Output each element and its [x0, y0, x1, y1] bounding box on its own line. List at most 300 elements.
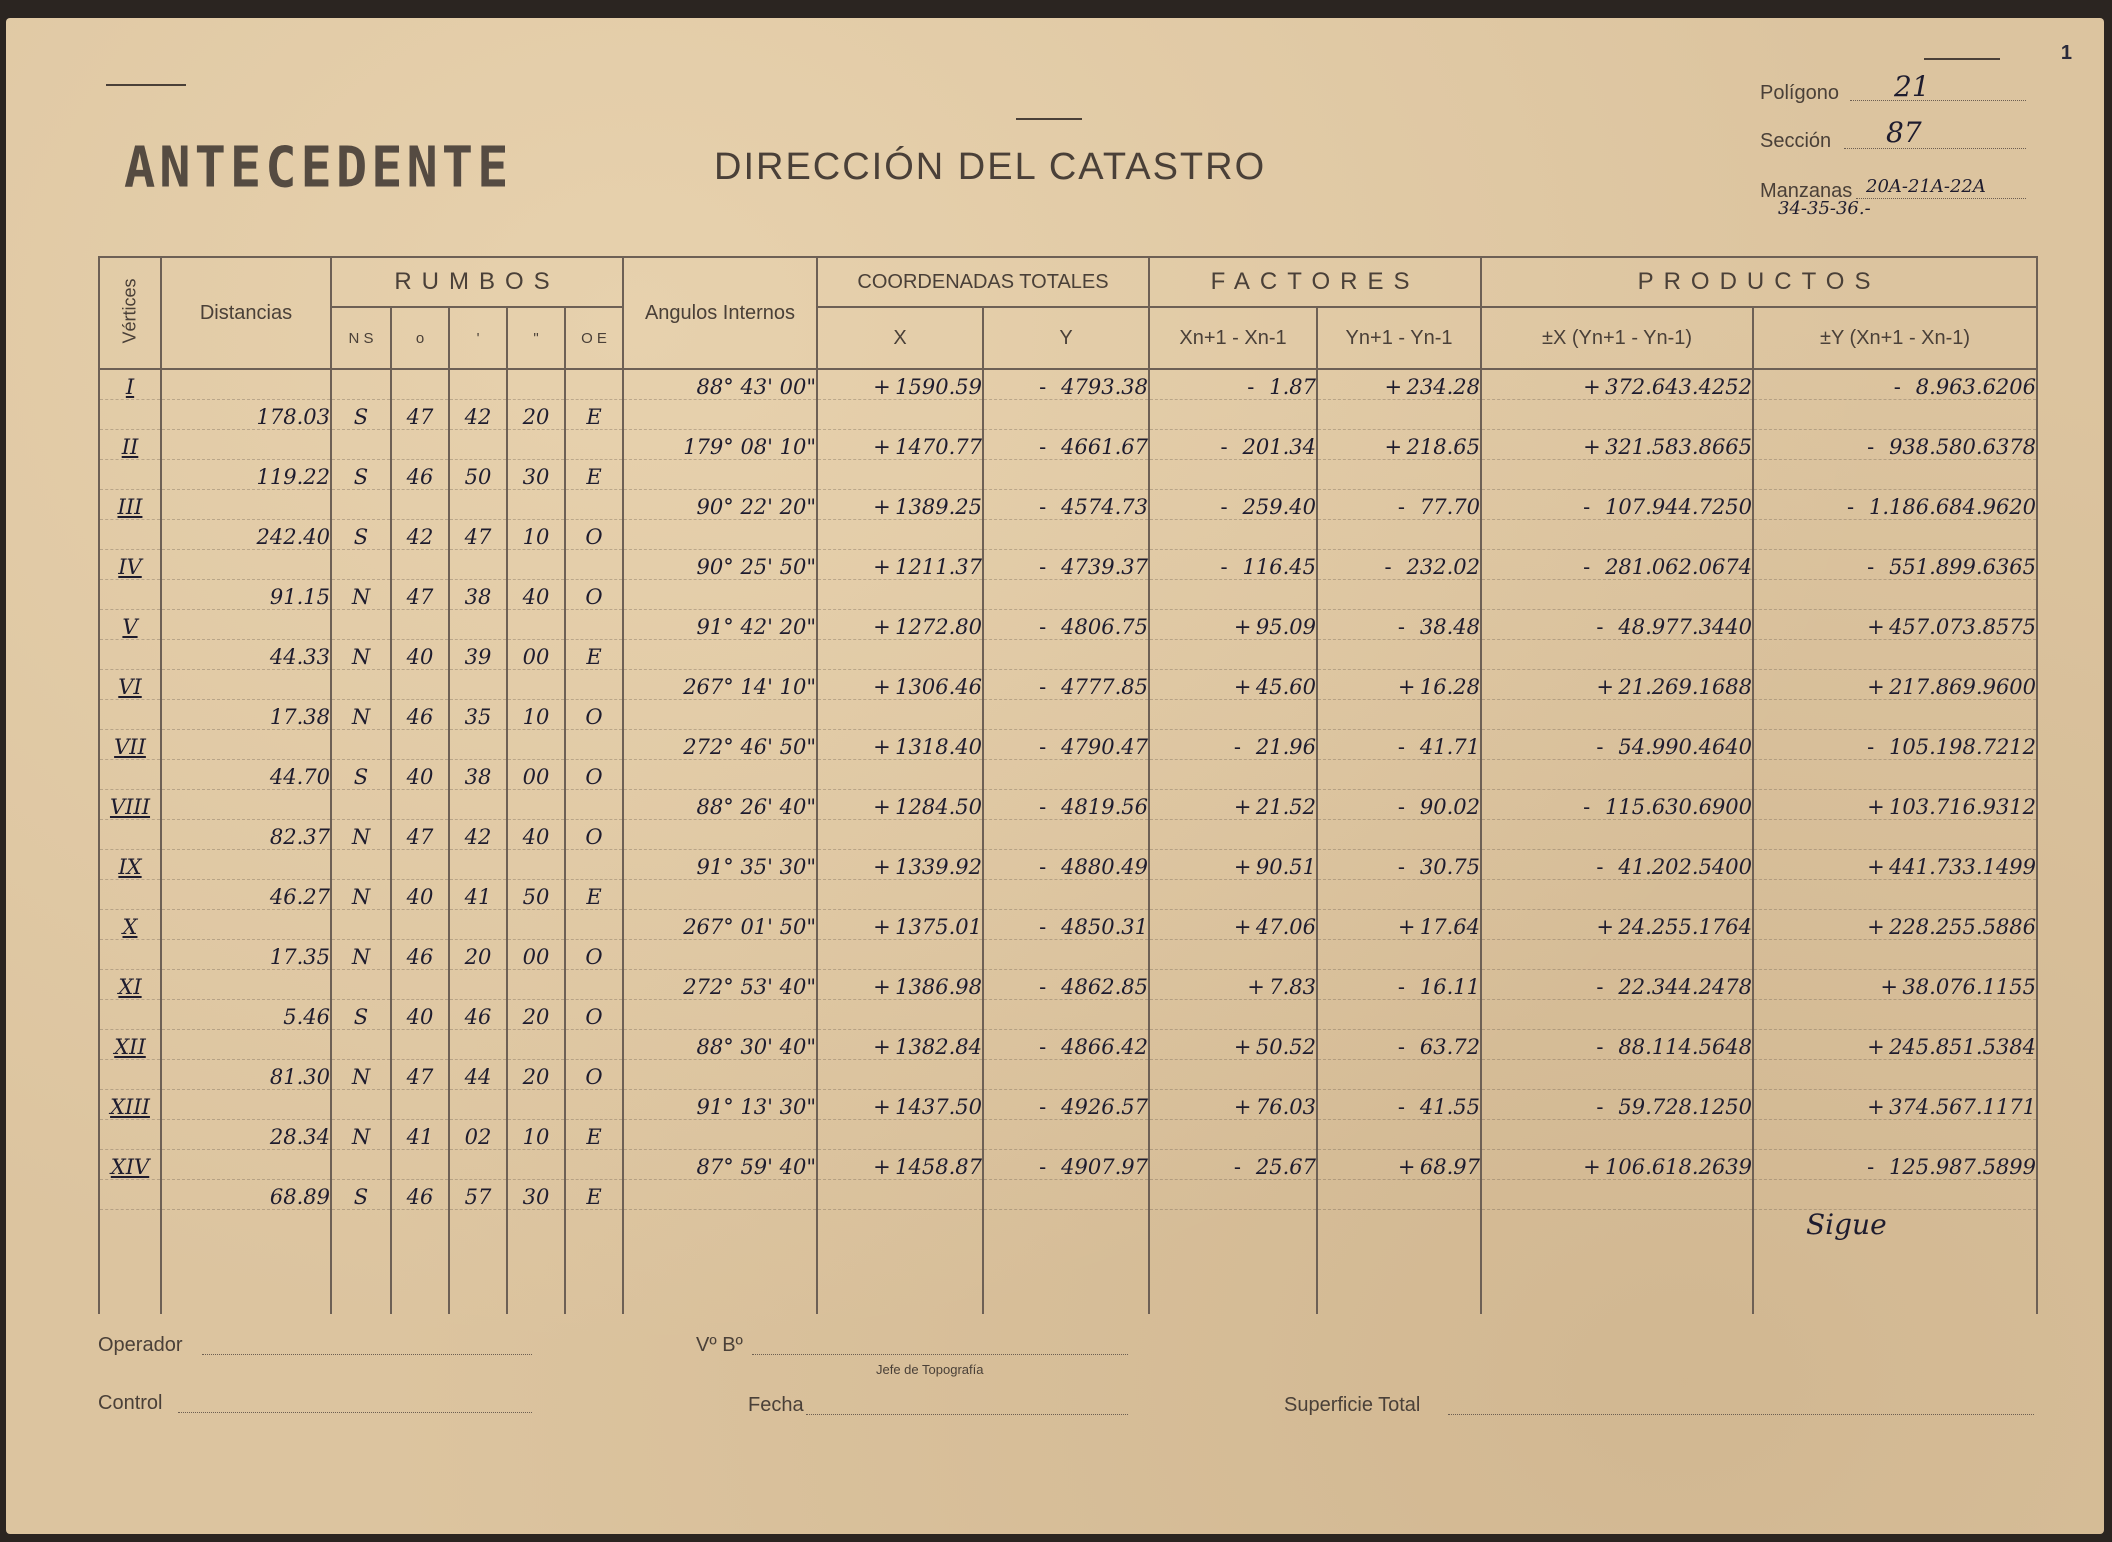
value-text: 90.51	[1255, 855, 1317, 879]
py-cell	[1753, 850, 2037, 880]
bearing-deg-cell: 47	[391, 580, 449, 610]
empty-cell	[1317, 700, 1481, 730]
side-row	[99, 1120, 2037, 1150]
bearing-deg-cell: 46	[391, 940, 449, 970]
empty-cell	[623, 1210, 817, 1315]
empty-cell	[565, 850, 623, 880]
vertices-header: Vértices	[99, 257, 161, 369]
vertex-label: X	[99, 910, 161, 940]
empty-cell	[161, 1090, 331, 1120]
dash-mark	[1924, 58, 2000, 60]
empty-cell	[623, 1060, 817, 1090]
value-text: 54.990.4640	[1618, 735, 1753, 759]
empty-cell	[391, 610, 449, 640]
empty-cell	[449, 610, 507, 640]
py-cell	[1753, 790, 2037, 820]
sign-mark: -	[1596, 735, 1604, 759]
side-row	[99, 1180, 2037, 1210]
empty-cell	[817, 700, 983, 730]
sign-mark: -	[1596, 855, 1604, 879]
vertex-row	[99, 550, 2037, 580]
empty-cell	[391, 790, 449, 820]
fy-cell	[1317, 490, 1481, 520]
fy-cell	[1317, 1090, 1481, 1120]
empty-cell	[391, 490, 449, 520]
angle-cell: 267° 01' 50"	[623, 910, 817, 940]
empty-cell	[1753, 640, 2037, 670]
empty-cell	[983, 1210, 1149, 1315]
empty-cell	[507, 1210, 565, 1315]
x-cell	[817, 610, 983, 640]
vertex-row	[99, 790, 2037, 820]
value-text: 1318.40	[895, 735, 982, 759]
empty-cell	[1481, 1060, 1753, 1090]
bearing-ns-cell: S	[331, 460, 391, 490]
bearing-sec-cell: 00	[507, 640, 565, 670]
sign-mark: +	[1867, 1095, 1885, 1119]
vertex-label: VII	[99, 730, 161, 760]
sign-mark: -	[1039, 375, 1047, 399]
fecha-field[interactable]	[806, 1414, 1128, 1415]
vertex-label: XIII	[99, 1090, 161, 1120]
angle-cell: 88° 26' 40"	[623, 790, 817, 820]
empty-cell	[99, 700, 161, 730]
value-text: 4790.47	[1061, 735, 1149, 759]
poligono-line	[1850, 98, 2026, 101]
fx-cell	[1149, 1150, 1317, 1180]
sign-mark: -	[1867, 435, 1875, 459]
empty-cell	[99, 880, 161, 910]
empty-cell	[331, 1030, 391, 1060]
angle-cell: 88° 30' 40"	[623, 1030, 817, 1060]
empty-cell	[391, 369, 449, 400]
value-text: 217.869.9600	[1889, 675, 2037, 699]
empty-cell	[1481, 1120, 1753, 1150]
sign-mark: +	[873, 1035, 891, 1059]
empty-cell	[391, 1030, 449, 1060]
dash-mark	[1016, 118, 1082, 120]
value-text: 4806.75	[1061, 615, 1149, 639]
value-text: 7.83	[1269, 975, 1317, 999]
empty-cell	[983, 1180, 1149, 1210]
value-text: 8.963.6206	[1915, 375, 2037, 399]
bearing-deg-cell: 47	[391, 820, 449, 850]
empty-cell	[983, 520, 1149, 550]
sign-mark: +	[873, 855, 891, 879]
sign-mark: -	[1397, 1095, 1406, 1119]
distance-cell: 119.22	[161, 460, 331, 490]
empty-cell	[99, 520, 161, 550]
value-text: 116.45	[1242, 555, 1317, 579]
empty-cell	[99, 400, 161, 430]
document-sheet	[6, 18, 2104, 1534]
dash-mark	[106, 84, 186, 86]
value-text: 1470.77	[895, 435, 982, 459]
value-text: 106.618.2639	[1605, 1155, 1753, 1179]
x-cell	[817, 369, 983, 400]
px-cell	[1481, 850, 1753, 880]
empty-cell	[565, 970, 623, 1000]
sign-mark: +	[873, 975, 891, 999]
empty-cell	[1317, 1000, 1481, 1030]
px-cell	[1481, 730, 1753, 760]
vertex-row	[99, 610, 2037, 640]
rumbo-sec-header: "	[507, 307, 565, 369]
bearing-oe-cell: O	[565, 760, 623, 790]
sign-mark: +	[1233, 915, 1252, 939]
angle-cell: 91° 42' 20"	[623, 610, 817, 640]
value-text: 63.72	[1419, 1035, 1481, 1059]
py-cell	[1753, 490, 2037, 520]
empty-cell	[1149, 400, 1317, 430]
value-text: 105.198.7212	[1889, 735, 2037, 759]
y-cell	[983, 730, 1149, 760]
vertex-row	[99, 490, 2037, 520]
vertex-row	[99, 670, 2037, 700]
vertex-row	[99, 730, 2037, 760]
bearing-ns-cell: N	[331, 700, 391, 730]
value-text: 103.716.9312	[1889, 795, 2037, 819]
sign-mark: -	[1397, 495, 1406, 519]
sign-mark: -	[1039, 855, 1047, 879]
value-text: 38.48	[1419, 615, 1481, 639]
sign-mark: -	[1247, 375, 1255, 399]
rumbo-oe-header: O E	[565, 307, 623, 369]
poligono-value: 21	[1894, 70, 1930, 103]
value-text: 25.67	[1255, 1155, 1317, 1179]
value-text: 228.255.5886	[1889, 915, 2037, 939]
empty-cell	[1753, 1210, 2037, 1315]
bearing-sec-cell: 00	[507, 760, 565, 790]
value-text: 76.03	[1255, 1095, 1317, 1119]
sign-mark: +	[1233, 675, 1252, 699]
sign-mark: +	[1583, 375, 1601, 399]
empty-cell	[623, 1000, 817, 1030]
sign-mark: -	[1220, 435, 1228, 459]
empty-cell	[1317, 1210, 1481, 1315]
empty-cell	[1753, 1060, 2037, 1090]
vertex-row	[99, 1150, 2037, 1180]
bearing-min-cell: 50	[449, 460, 507, 490]
bearing-ns-cell: S	[331, 400, 391, 430]
value-text: 551.899.6365	[1889, 555, 2037, 579]
vertex-label: III	[99, 490, 161, 520]
bearing-min-cell: 38	[449, 580, 507, 610]
bearing-sec-cell: 00	[507, 940, 565, 970]
px-cell	[1481, 430, 1753, 460]
sign-mark: -	[1039, 795, 1047, 819]
angle-cell: 90° 25' 50"	[623, 550, 817, 580]
bearing-sec-cell: 30	[507, 1180, 565, 1210]
bearing-min-cell: 41	[449, 880, 507, 910]
superficie-field[interactable]	[1448, 1414, 2034, 1415]
bearing-ns-cell: S	[331, 1180, 391, 1210]
value-text: 281.062.0674	[1605, 555, 1753, 579]
value-text: 1375.01	[895, 915, 982, 939]
vobo-field[interactable]	[752, 1354, 1128, 1355]
bearing-oe-cell: O	[565, 820, 623, 850]
empty-cell	[331, 850, 391, 880]
empty-cell	[1481, 700, 1753, 730]
distancias-header: Distancias	[161, 257, 331, 369]
sign-mark: +	[1596, 675, 1615, 699]
sign-mark: +	[1867, 615, 1885, 639]
empty-cell	[817, 1180, 983, 1210]
bearing-ns-cell: N	[331, 580, 391, 610]
side-row	[99, 880, 2037, 910]
px-cell	[1481, 670, 1753, 700]
side-row	[99, 700, 2037, 730]
empty-cell	[983, 1120, 1149, 1150]
sign-mark: -	[1384, 555, 1392, 579]
sign-mark: -	[1039, 1155, 1047, 1179]
vertex-label: IX	[99, 850, 161, 880]
superficie-label: Superficie Total	[1284, 1394, 1421, 1416]
y-cell	[983, 1030, 1149, 1060]
value-text: 30.75	[1419, 855, 1481, 879]
empty-cell	[331, 1090, 391, 1120]
angle-cell: 272° 53' 40"	[623, 970, 817, 1000]
empty-cell	[99, 460, 161, 490]
sign-mark: +	[1397, 675, 1416, 699]
empty-cell	[449, 1150, 507, 1180]
bearing-deg-cell: 41	[391, 1120, 449, 1150]
empty-cell	[99, 640, 161, 670]
angle-cell: 179° 08' 10"	[623, 430, 817, 460]
fy-cell	[1317, 910, 1481, 940]
seccion-line	[1844, 146, 2026, 149]
px-cell	[1481, 970, 1753, 1000]
sign-mark: +	[873, 1095, 891, 1119]
empty-cell	[1753, 1180, 2037, 1210]
empty-cell	[449, 790, 507, 820]
fx-cell	[1149, 610, 1317, 640]
distance-cell: 81.30	[161, 1060, 331, 1090]
vertex-label: XII	[99, 1030, 161, 1060]
value-text: 16.11	[1419, 975, 1481, 999]
value-text: 245.851.5384	[1889, 1035, 2037, 1059]
value-text: 1382.84	[895, 1035, 982, 1059]
manzanas-value-2: 34-35-36.-	[1778, 198, 1871, 219]
bearing-ns-cell: S	[331, 760, 391, 790]
empty-cell	[817, 760, 983, 790]
distance-cell: 17.35	[161, 940, 331, 970]
bearing-deg-cell: 40	[391, 1000, 449, 1030]
empty-cell	[331, 369, 391, 400]
sign-mark: -	[1867, 1155, 1875, 1179]
empty-cell	[623, 760, 817, 790]
bearing-ns-cell: N	[331, 1120, 391, 1150]
empty-cell	[1481, 460, 1753, 490]
antecedente-stamp: ANTECEDENTE	[124, 135, 513, 201]
empty-cell	[623, 1120, 817, 1150]
empty-cell	[161, 790, 331, 820]
sign-mark: +	[873, 375, 891, 399]
value-text: 17.64	[1419, 915, 1481, 939]
empty-cell	[507, 730, 565, 760]
empty-cell	[565, 550, 623, 580]
y-header: Y	[983, 307, 1149, 369]
vertex-row	[99, 910, 2037, 940]
sign-mark: -	[1220, 555, 1228, 579]
bearing-deg-cell: 47	[391, 1060, 449, 1090]
angle-cell: 91° 35' 30"	[623, 850, 817, 880]
operador-field[interactable]	[202, 1354, 532, 1355]
empty-cell	[983, 460, 1149, 490]
empty-cell	[1149, 520, 1317, 550]
empty-cell	[99, 1000, 161, 1030]
empty-cell	[99, 1180, 161, 1210]
empty-cell	[983, 820, 1149, 850]
empty-cell	[623, 640, 817, 670]
py-cell	[1753, 970, 2037, 1000]
empty-cell	[391, 430, 449, 460]
empty-cell	[565, 430, 623, 460]
coordenadas-header: COORDENADAS TOTALES	[817, 257, 1149, 307]
empty-cell	[1317, 940, 1481, 970]
value-text: 4793.38	[1061, 375, 1149, 399]
sign-mark: +	[873, 735, 891, 759]
bearing-sec-cell: 40	[507, 580, 565, 610]
fx-cell	[1149, 1090, 1317, 1120]
empty-cell	[507, 910, 565, 940]
empty-cell	[817, 1060, 983, 1090]
x-cell	[817, 430, 983, 460]
vertex-label: I	[99, 369, 161, 400]
empty-cell	[817, 640, 983, 670]
empty-cell	[1481, 520, 1753, 550]
py-cell	[1753, 369, 2037, 400]
empty-cell	[1317, 760, 1481, 790]
sign-mark: -	[1039, 555, 1047, 579]
py-cell	[1753, 910, 2037, 940]
sign-mark: -	[1596, 1095, 1604, 1119]
empty-cell	[623, 880, 817, 910]
empty-cell	[391, 1210, 449, 1315]
sign-mark: -	[1847, 495, 1855, 519]
sign-mark: -	[1583, 555, 1591, 579]
empty-cell	[507, 850, 565, 880]
empty-cell	[161, 850, 331, 880]
sign-mark: -	[1039, 675, 1047, 699]
survey-table	[98, 256, 2038, 1314]
vertex-label: V	[99, 610, 161, 640]
empty-cell	[1149, 1060, 1317, 1090]
empty-cell	[565, 730, 623, 760]
distance-cell: 82.37	[161, 820, 331, 850]
px-cell	[1481, 550, 1753, 580]
y-cell	[983, 1150, 1149, 1180]
control-field[interactable]	[178, 1412, 532, 1413]
empty-cell	[99, 940, 161, 970]
empty-cell	[1753, 460, 2037, 490]
vertex-row	[99, 850, 2037, 880]
side-row	[99, 640, 2037, 670]
empty-cell	[449, 550, 507, 580]
manzanas-value-1: 20A-21A-22A	[1866, 176, 1986, 197]
empty-cell	[1753, 760, 2037, 790]
empty-cell	[1317, 1120, 1481, 1150]
empty-cell	[1149, 820, 1317, 850]
empty-cell	[1481, 400, 1753, 430]
value-text: 125.987.5899	[1889, 1155, 2037, 1179]
empty-cell	[161, 610, 331, 640]
bearing-ns-cell: N	[331, 1060, 391, 1090]
empty-cell	[331, 1210, 391, 1315]
empty-cell	[1481, 580, 1753, 610]
px-header: ±X (Yn+1 - Yn-1)	[1481, 307, 1753, 369]
sigue-note: Sigue	[1806, 1208, 1887, 1241]
value-text: 41.71	[1419, 735, 1481, 759]
value-text: 1458.87	[895, 1155, 982, 1179]
y-cell	[983, 850, 1149, 880]
value-text: 1.186.684.9620	[1869, 495, 2037, 519]
empty-cell	[623, 820, 817, 850]
empty-cell	[565, 790, 623, 820]
sign-mark: +	[1233, 1035, 1252, 1059]
empty-cell	[817, 1210, 983, 1315]
productos-header: PRODUCTOS	[1481, 257, 2037, 307]
sign-mark: -	[1397, 735, 1406, 759]
distance-cell: 91.15	[161, 580, 331, 610]
sign-mark: -	[1596, 1035, 1604, 1059]
fy-cell	[1317, 1150, 1481, 1180]
empty-cell	[1149, 1000, 1317, 1030]
value-text: 4880.49	[1061, 855, 1149, 879]
fecha-label: Fecha	[748, 1394, 804, 1416]
empty-cell	[161, 910, 331, 940]
bearing-sec-cell: 30	[507, 460, 565, 490]
bearing-min-cell: 42	[449, 820, 507, 850]
sign-mark: +	[873, 555, 891, 579]
sign-mark: -	[1039, 735, 1047, 759]
sign-mark: +	[1247, 975, 1265, 999]
sign-mark: +	[1397, 1155, 1416, 1179]
empty-cell	[331, 910, 391, 940]
value-text: 59.728.1250	[1618, 1095, 1753, 1119]
sign-mark: -	[1397, 615, 1406, 639]
y-cell	[983, 369, 1149, 400]
empty-cell	[99, 580, 161, 610]
vertex-label: VIII	[99, 790, 161, 820]
bearing-sec-cell: 20	[507, 1060, 565, 1090]
bearing-ns-cell: N	[331, 820, 391, 850]
empty-cell	[565, 1030, 623, 1060]
sign-mark: +	[1233, 615, 1252, 639]
sign-mark: -	[1233, 1155, 1241, 1179]
value-text: 4862.85	[1061, 975, 1149, 999]
empty-cell	[449, 430, 507, 460]
empty-cell	[1149, 880, 1317, 910]
empty-cell	[1753, 700, 2037, 730]
empty-cell	[623, 700, 817, 730]
empty-cell	[1753, 880, 2037, 910]
value-text: 259.40	[1242, 495, 1317, 519]
bearing-sec-cell: 10	[507, 1120, 565, 1150]
px-cell	[1481, 610, 1753, 640]
angle-cell: 267° 14' 10"	[623, 670, 817, 700]
vertex-label: IV	[99, 550, 161, 580]
sign-mark: +	[1880, 975, 1899, 999]
bearing-ns-cell: S	[331, 520, 391, 550]
x-cell	[817, 970, 983, 1000]
empty-cell	[449, 369, 507, 400]
value-text: 4739.37	[1061, 555, 1149, 579]
empty-cell	[983, 640, 1149, 670]
sign-mark: -	[1583, 795, 1591, 819]
empty-cell	[449, 730, 507, 760]
fx-cell	[1149, 970, 1317, 1000]
